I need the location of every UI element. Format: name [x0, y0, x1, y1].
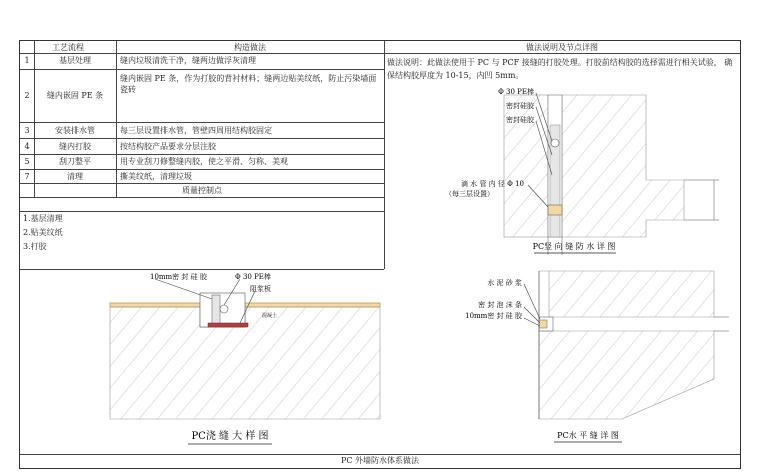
quality-item: 2.贴美纹纸	[23, 228, 63, 237]
label-sealant: 10mm密 封 硅 胶	[465, 312, 522, 320]
table-rule	[20, 211, 384, 212]
quality-item: 1.基层清理	[23, 214, 63, 223]
table-rule	[116, 41, 117, 197]
label-pe-rod: Φ 30 PE棒	[498, 88, 534, 96]
quality-title: 质量控制点	[182, 186, 222, 195]
leader-line	[524, 318, 540, 326]
table-rule	[20, 53, 384, 54]
step-number: 5	[24, 157, 30, 166]
table-rule	[20, 154, 384, 155]
step-number: 1	[24, 56, 30, 65]
drawing-sheet	[19, 40, 741, 469]
label-sealant: 10mm密 封 硅 胶	[150, 273, 207, 281]
sealant-strip	[212, 295, 220, 325]
pe-rod	[551, 139, 559, 147]
step-name: 刮刀整平	[59, 157, 91, 166]
label-pe-rod: Φ 30 PE棒	[235, 273, 271, 281]
horizontal-joint-detail	[384, 269, 740, 454]
label-cement-mortar: 水 泥 砂 浆	[487, 279, 522, 287]
step-method: 撕美纹纸，清理垃圾	[120, 172, 192, 181]
label-concrete: 混凝土	[262, 313, 278, 319]
step-method: 按结构胶产品要求分层注胶	[120, 142, 216, 151]
leader-line	[524, 284, 540, 319]
step-name: 清理	[67, 172, 83, 181]
pour-joint-detail	[100, 269, 390, 454]
pc-panel-right	[562, 95, 684, 237]
pc-panel-upper	[539, 271, 714, 317]
slurry-board	[208, 323, 248, 327]
step-method: 每三层设置排水管，管壁四周用结构胶固定	[120, 126, 272, 135]
step-number: 7	[24, 172, 30, 181]
table-rule	[20, 183, 384, 184]
sheet-footer: PC 外墙防水体系做法	[340, 456, 420, 465]
table-rule	[20, 169, 384, 170]
pc-panel-lower	[539, 331, 714, 419]
vertical-joint-detail	[384, 85, 740, 269]
header-detail: 做法说明及节点详图	[526, 43, 598, 52]
label-sealant: 密封硅胶	[506, 116, 534, 124]
header-process: 工艺流程	[52, 43, 84, 52]
label-foam-strip: 密 封 泡 沫 条	[478, 301, 522, 309]
step-name: 缝内嵌固 PE 条	[46, 91, 104, 100]
step-number: 3	[24, 126, 30, 135]
header-method: 构造做法	[234, 43, 266, 52]
pe-rod	[220, 305, 228, 313]
label-drain-pipe: 滴 水 管 内 径 Φ 10	[461, 180, 524, 188]
drain-pipe	[548, 205, 562, 215]
vertical-detail-title: PC竖 向 缝 防 水 详 图	[532, 242, 616, 251]
label-slurry-board: 阻浆板	[250, 285, 271, 293]
leader-line	[155, 279, 212, 299]
step-name: 安装排水管	[55, 126, 95, 135]
table-rule	[20, 122, 384, 123]
leader-line	[524, 307, 540, 323]
label-sealant: 密封硅胶	[506, 102, 534, 110]
method-description: 做法说明：此做法使用于 PC 与 PCF 接缝的打胶处理。打胶前结构胶的选择需进行相关试验， 确保结构胶厚度为 10-15，内凹 5mm。	[387, 58, 733, 80]
table-rule	[20, 197, 384, 198]
table-rule	[20, 69, 384, 70]
step-method: 用专业刮刀修整缝内胶，使之平滑、匀称、美观	[120, 157, 288, 166]
step-number: 4	[24, 142, 30, 151]
step-name: 基层处理	[59, 56, 91, 65]
foam-strip	[539, 320, 547, 328]
pour-detail-title: PC浇 缝 大 样 图	[191, 431, 269, 442]
quality-item: 3.打胶	[23, 242, 47, 251]
step-method: 缝内嵌固 PE 条，作为打胶的背衬材料；缝两边贴美纹纸，防止污染墙面瓷砖	[120, 74, 377, 94]
label-drain-interval: （每三层设置）	[445, 190, 494, 198]
step-number: 2	[24, 91, 30, 100]
step-name: 缝内打胶	[59, 142, 91, 151]
table-rule	[384, 53, 740, 54]
horizontal-detail-title: PC水 平 缝 详 图	[557, 431, 619, 440]
step-method: 缝内垃圾清洗干净，缝两边做浮灰清理	[120, 56, 256, 65]
table-rule	[20, 138, 384, 139]
